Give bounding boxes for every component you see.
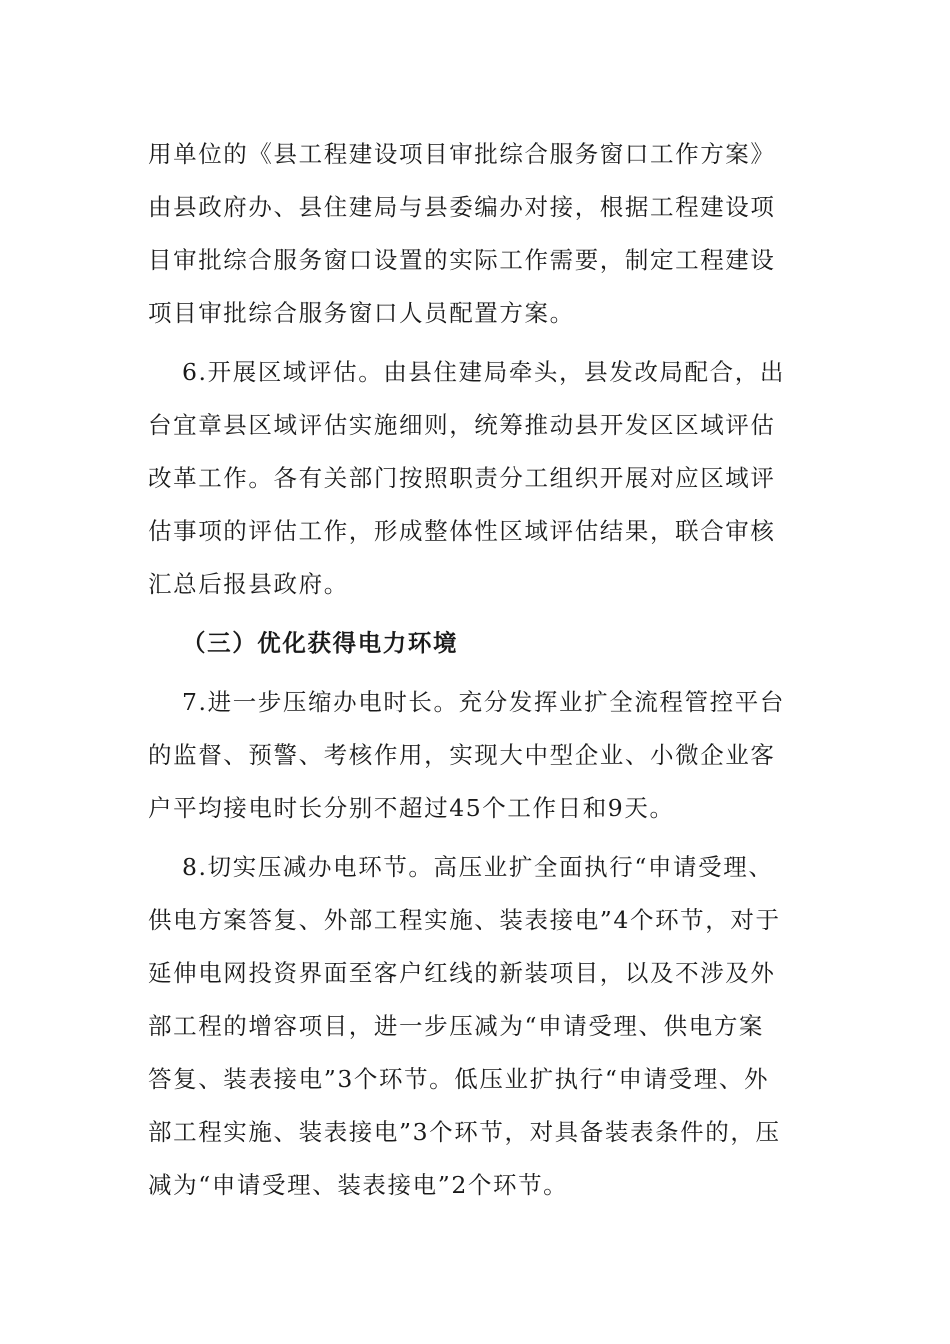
paragraph-power-time xyxy=(148,676,808,835)
text-line: 部工程实施、装表接电”3个环节，对具备装表条件的，压 xyxy=(148,1118,781,1146)
text-line: 用单位的《县工程建设项目审批综合服务窗口工作方案》 xyxy=(148,140,776,168)
section-heading xyxy=(148,617,808,670)
paragraph-window-staffing xyxy=(148,128,808,340)
text-line: 目审批综合服务窗口设置的实际工作需要，制定工程建设 xyxy=(148,246,776,274)
text-line: 延伸电网投资界面至客户红线的新装项目，以及不涉及外 xyxy=(148,959,776,987)
section-title: （三）优化获得电力环境 xyxy=(182,629,459,657)
text-line: 改革工作。各有关部门按照职责分工组织开展对应区域评 xyxy=(148,464,776,492)
text-line: 户平均接电时长分别不超过45个工作日和9天。 xyxy=(148,794,675,822)
text-line: 汇总后报县政府。 xyxy=(148,570,349,598)
text-line: 的监督、预警、考核作用，实现大中型企业、小微企业客 xyxy=(148,741,776,769)
document-body xyxy=(148,128,808,1212)
text-line: 由县政府办、县住建局与县委编办对接，根据工程建设项 xyxy=(148,193,776,221)
text-line: 减为“申请受理、装表接电”2个环节。 xyxy=(148,1171,569,1199)
text-line: 估事项的评估工作，形成整体性区域评估结果，联合审核 xyxy=(148,517,776,545)
text-line: 供电方案答复、外部工程实施、装表接电”4个环节，对于 xyxy=(148,906,781,934)
text-line: 6.开展区域评估。由县住建局牵头，县发改局配合，出 xyxy=(182,358,785,386)
text-line: 答复、装表接电”3个环节。低压业扩执行“申请受理、外 xyxy=(148,1065,770,1093)
text-line: 台宜章县区域评估实施细则，统筹推动县开发区区域评估 xyxy=(148,411,776,439)
text-line: 8.切实压减办电环节。高压业扩全面执行“申请受理、 xyxy=(182,853,774,881)
text-line: 7.进一步压缩办电时长。充分发挥业扩全流程管控平台 xyxy=(182,688,785,716)
text-line: 部工程的增容项目，进一步压减为“申请受理、供电方案 xyxy=(148,1012,765,1040)
paragraph-regional-assessment xyxy=(148,346,808,611)
paragraph-power-steps xyxy=(148,841,808,1212)
text-line: 项目审批综合服务窗口人员配置方案。 xyxy=(148,299,575,327)
